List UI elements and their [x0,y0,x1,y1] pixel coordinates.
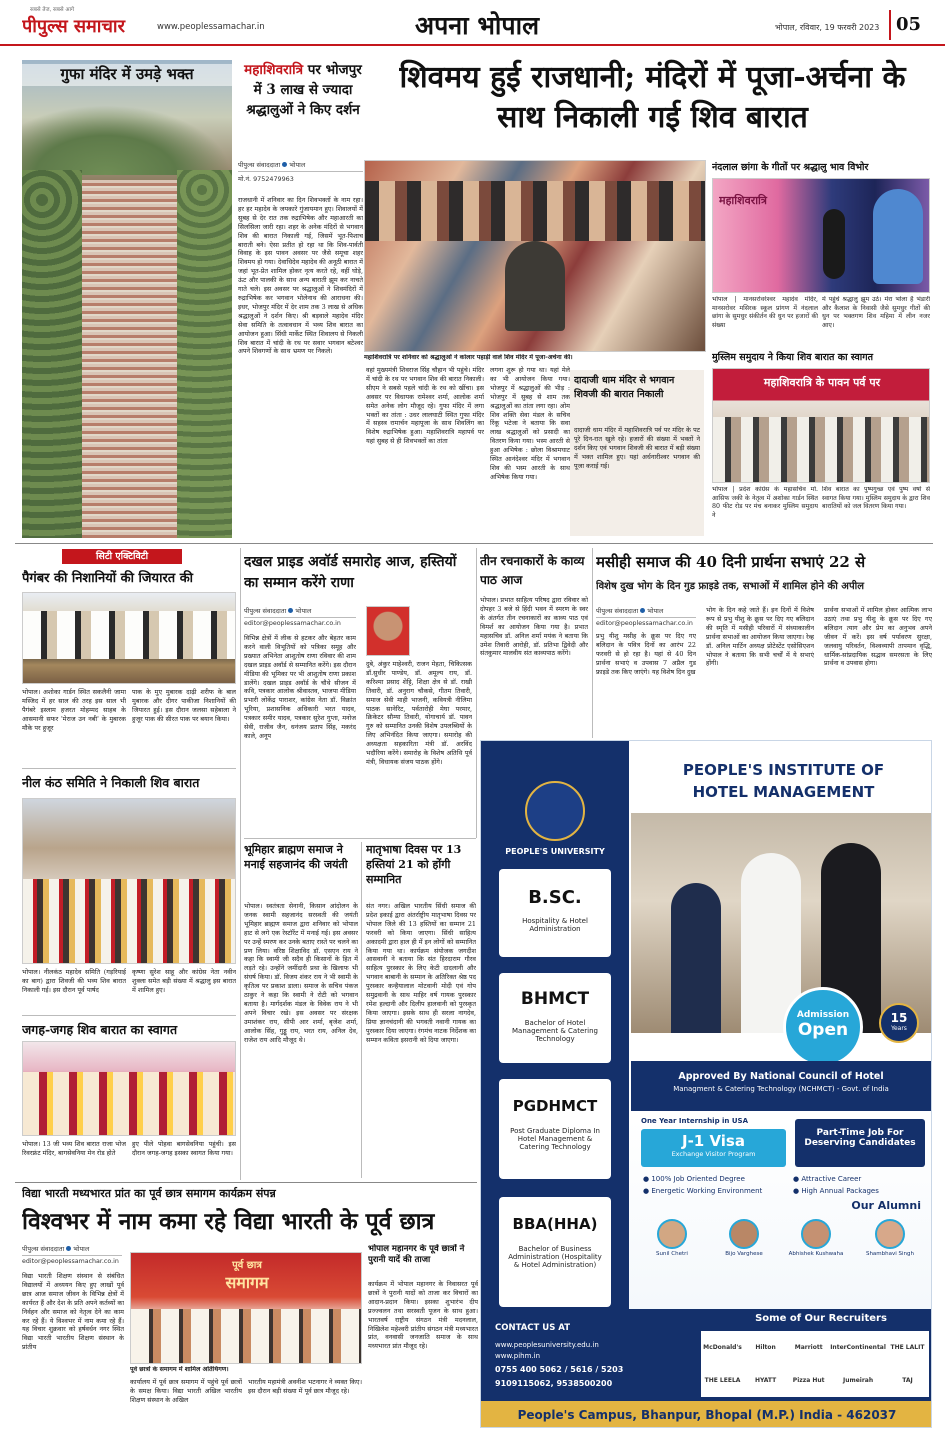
visa-sub: Exchange Visitor Program [671,1150,756,1158]
divider-city2 [22,1015,236,1016]
admission-state: Open [797,1020,849,1040]
masihi-col3: प्रार्थना सभाओं में शामिल होकर आत्मिक लाभ उठाएं तथा प्रभु यीशु के क्रूस पर दिए गए बलिदान त्याग और प्रेम का अनुभव अपने जीवन में करें। इस वर्ष पर्यावरण सुरक्षा, जलवायु परिवर्तन, विश्वव्यापी तापमान वृद्धि, धार्मिक-सांप्रदायिक सद्भाव समरसता के लिए प्रार्थना व उपवास होगा। [824,606,932,668]
recruiter-logo: McDonald's [703,1344,742,1351]
recruiters-grid [701,1331,929,1397]
city-activity-label: सिटी एक्टिविटी [62,549,182,564]
masihi-byline: पीपुल्स संवाददाता भोपाल [596,606,696,618]
phone-2[interactable]: 9109115062, 9538500200 [495,1379,613,1388]
divider-v-dakhal [476,548,477,838]
hill-shape [22,105,232,175]
alumni-name: Shambhavi Singh [865,1251,915,1257]
muslim-caption-left: भोपाल | प्रदेश कांग्रेस के महासचिव मो. आसिफ जकी के नेतृत्व में अशोका गार्डन स्थित 80 फीट रोड पर मंच बनाकर मुस्लिम समुदाय ने [712,486,818,519]
masihi-col1: प्रभु यीशु मसीह के क्रूस पर दिए गए बलिदान के पवित्र दिनों का आरंभ 22 फरवरी से हो रहा है। यहां से 40 दिन प्रार्थना सभाएं व उपवास 7 अप्रैल गुड फ्राइडे तक किए जाएंगे। यह विशेष दिन दुख [596,632,696,676]
masihi-email[interactable]: editor@peoplessamachar.co.in [596,620,693,627]
teen-title: तीन रचनाकारों के काव्य पाठ आज [480,554,585,587]
vidya-byline: पीपुल्स संवाददाता भोपाल [22,1244,122,1256]
dakhal-title: दखल प्राइड अवॉर्ड समारोह आज, हस्तियों का सम्मान करेंगे राणा [244,554,457,591]
page-number-divider [889,10,891,40]
admission-label: Admission [796,1010,850,1020]
feature-3: ● Energetic Working Environment [643,1187,763,1195]
divider-v-city [240,548,241,1180]
recruiter-logo: THE LALIT [890,1344,925,1351]
avatar [657,1219,687,1249]
divider-city1 [22,768,236,769]
divider-v-bhumihar [361,842,362,1178]
vidya-title: विश्वभर में नाम कमा रहे विद्या भारती के पूर्व छात्र [22,1208,435,1235]
website-2[interactable]: www.pihm.in [495,1352,541,1360]
alumni-name: Bijo Varghese [725,1251,763,1257]
dakhal-email[interactable]: editor@peoplessamachar.co.in [244,620,341,627]
dakhal-byline: पीपुल्स संवाददाता भोपाल [244,606,356,618]
alumni-name: Abhishek Kushwaha [788,1251,844,1257]
phone-1[interactable]: 0755 400 5062 / 5616 / 5203 [495,1365,624,1374]
bhumihar-text: भोपाल। स्वतंत्रता सेनानी, किसान आंदोलन के जनक स्वामी सहजानंद सरस्वती की जयंती भूमिहार ब्राह्मण समाज द्वारा शनिवार को भोपाल हाट से लगे एक रेस्टॉरेंट में मनाई गई। इस अवसर पर उन्हें स्मरण कर उनके बताए रास्ते पर चलने का प्रण लिया। वरिष्ठ शिक्षाविद डॉ. एसएन राय ने कहा कि स्वामी जी सदैव ही किसानों के हित में लड़ते रहे। उन्होंने जमींदारी प्रथा के खिलाफ भी संघर्ष किया। डॉ. विजय शंकर राय ने भी स्वामी के कृतित्व पर प्रकाश डाला। समाज के सचिव पंकज ठाकुर ने कहा कि स्वामी ने रोटी को भगवान बताया है। मार्गदर्शक मंडल के विवेक राय ने भी अपने विचार रखे। इस अवसर पर संरक्षक उमाशंकर राय, सीपी आर शर्मा, बृजेश शर्मा, आलोक सिंह, गुड्डू राय, भरत राय, अनिल देव, राजेश राय आदि मौजूद थे। [244,902,358,1044]
dakhal-col1: विभिन्न क्षेत्रों में लीक से हटकर और बेहतर काम करने वाली विभूतियों को पत्रिका समूह और प्रख्यात अभिनेता आशुतोष राणा रविवार की शाम दखल प्राइड अवॉर्ड से सम्मानित करेंगे। इस दौरान मीडिया की भूमिका पर भी आशुतोष राणा प्रकाश डालेंगे। दखल प्राइड अवॉर्ड के चौथे सीजन में कवि, पत्रकार आलोक श्रीवास्तव, भाजपा मीडिया प्रभारी लोकेंद्र पाराशर, कांग्रेस नेता डॉ. विक्रांत भूरिया, प्रशासनिक अधिकारी भरत यादव, पत्रकार समीर यादव, पत्रकार सुरेश गुप्ता, मनोज सेवी, राजीव जैन, धनंजय प्रताप सिंह, मकरंद काले, अनूप [244,634,356,740]
website-1[interactable]: www.peoplesuniversity.edu.in [495,1341,599,1349]
paper-logo[interactable]: पीपुल्स समाचार [22,16,125,37]
ad-title-line2: HOTEL MANAGEMENT [692,783,875,801]
recruiter-logo: THE LEELA [704,1377,741,1384]
vidya-banner-1: पूर्व छात्र [232,1260,262,1271]
years-label: Years [891,1025,907,1032]
approved-bar [631,1061,931,1111]
course-desc: Hospitality & Hotel Administration [522,917,588,933]
crowd-band [365,181,706,241]
masihi-subtitle: विशेष दुख भोग के दिन गुड फ्राइडे तक, सभाओं में शामिल होने की अपील [596,581,864,592]
bhojpur-mobile: मो.नं. 9752479963 [238,175,294,183]
course-code: B.SC. [528,887,582,908]
vidya-guests [131,1309,362,1364]
muslim-banner: महाशिवरात्रि के पावन पर्व पर [763,376,881,389]
internship-text: One Year Internship in USA [641,1117,748,1125]
shivling-shape [505,241,565,331]
dadaji-title: दादाजी धाम मंदिर से भगवान शिवजी की बारात निकाली [574,375,675,400]
paigambar-people [23,611,236,659]
course-code: BBA(HHA) [512,1215,598,1233]
trees-right [177,170,232,538]
vidya-kicker: विद्या भारती मध्यभारत प्रांत का पूर्व छात्र समागम कार्यक्रम संपन्न [22,1187,276,1200]
main-col1: वहां मुख्यमंत्री शिवराज सिंह चौहान भी पहुंचे। मंदिर में चांदी के रथ पर भगवान शिव की बारात निकाली। सीएम ने सबसे पहले चांदी के रथ को खींचा। इस अवसर पर विधायक रामेश्वर शर्मा, आलोक शर्मा समेत अनेक लोग मौजूद रहे। गुफा मंदिर में लगा भक्तों का तांता : उधर लालघाटी स्थित गुफा मंदिर में सहस्त्र रामार्चन महापूजा के साथ शिवलिंग का विशेष रुद्राभिषेक हुआ। महाशिवरात्रि महापर्व पर यहां सुबह से ही शिवभक्तों का तांता [366,366,484,446]
bhojpur-col1: राजधानी में शनिवार का दिन शिवभक्तों के नाम रहा। हर हर महादेव के जयकारे गुंजायमान हुए। शिवालयों में सुबह से देर रात तक रुद्राभिषेक और महाआरती का सिलसिला जारी रहा। शहर के अनेक मंदिरों से भगवान शिव की बारात निकाली गई, जिसमें भूत-पिशाच बाराती बने। ऐसा प्रतीत हो रहा था कि शिव-पार्वती विवाह के इस पावन अवसर पर जैसे समूचा शहर शिवमय हो गया। देवाधिदेव महादेव की अनूठी बारात में जहां भूत-प्रेत शामिल होकर नृत्य करते रहे, वहीं घोड़े, ऊंट और पालकी के साथ अन्य बाराती झूम कर नाचते गाते चले। इस अवसर पर श्रद्धालुओं ने शिवमंदिरों में रुद्राभिषेक कर भगवान भोलेनाथ की आराधना की। इधर, भोजपुर मंदिर में देर शाम तक 3 लाख से अधिक श्रद्धालुओं ने दर्शन किए। श्री बड़वाले महादेव मंदिर सेवा समिति के तत्वावधान में भव्य शिव बारात का आयोजन हुआ। सिंधी मार्केट स्थित शिवालय से निकली शिव बारात में चांदी के रथ पर सवार भगवान बटेश्वर अपने शिवगणों के साथ भ्रमण पर निकले। [238,196,363,356]
course-desc: Bachelor of Hotel Management & Catering Technology [512,1019,598,1043]
vidya-email[interactable]: editor@peoplessamachar.co.in [22,1258,119,1265]
singer-shape [823,209,845,279]
feature-2: ● Attractive Career [793,1175,862,1183]
puja-photo-caption: महाशिवरात्रि पर शनिवार को श्रद्धालुओं ने कोलार पहाड़ी वाले शिव मंदिर में पूजा-अर्चना की। [364,354,573,361]
neel-text1: भोपाल। नीलकंठ महादेव समिति (गड़रियाई का बाग) द्वारा शिवजी की भव्य शिव बारात निकाली गई। इस दौरान पूर्व पार्षद [22,968,126,994]
muslim-caption-right: शिव बारात का पुष्पगुच्छ एवं पुष्प वर्षा से स्वागत किया गया। मुस्लिम समुदाय के द्वारा शिव बारातियों को जल वितरण किया गया। [822,486,930,510]
page-number: 05 [896,14,922,35]
muslim-crowd [713,417,930,483]
rana-portrait [366,606,410,656]
byline-dot-icon [288,608,293,613]
vidya-col1: विद्या भारती शिक्षण संस्थान से संबंधित विद्यालयों में अध्ययन किए हुए लाखों पूर्व छात्र आज समाज जीवन के विभिन्न क्षेत्रों में कार्यरत हैं और देश के प्रति अपने कर्तव्यों का निर्वहन और समाज को नेतृत्व देने का काम कर रहे हैं। ये विश्वभर में नाम कमा रहे हैं। यह विचार शुक्रवार को हर्षवर्धन नगर स्थित विद्या भारती भारतीय शिक्षण संस्थान के प्रांतीय [22,1272,124,1352]
byline-dot-icon [282,162,287,167]
avatar [801,1219,831,1249]
vidya-photo [130,1252,362,1364]
course-card-bhmct[interactable] [499,973,611,1063]
stairs-crowd [77,180,177,538]
jagah-photo [22,1041,236,1136]
visa-title: J-1 Visa [681,1132,745,1150]
admission-badge[interactable] [783,987,863,1067]
matru-text: संत नगर। अखिल भारतीय सिंधी समाज की प्रदेश इकाई द्वारा अंतर्राष्ट्रीय मातृभाषा दिवस पर भोपाल जिले की 13 हस्तियों का सम्मान 21 फरवरी को किया जाएगा। सिंधी साहित्य अकादमी द्वारा हाल ही में इन लोगों को सम्मानित किया गया था। कार्यक्रम संयोजक जगदीश आसवानी ने बताया कि संत हिरदाराम गौरव साहित्य पुरस्कार के लिए केटी दादलानी और भगवान बाबानी के सम्मान के अतिरिक्त श्रेष्ठ पद पुरस्कार कन्हैयालाल मोटवानी मोदी एवं गोप समुद्रवानी के साथ माहिर वर्ष गायक पुरस्कार रमेश हल्दानी और दिलीप हालवानी को पुरस्कृत किया जाएगा। इसके साथ ही सरला नागदेव, प्रिया ज्ञानचंदानी की भगवती नवानी गायक का पुरस्कार दिया जाएगा। रंगमंच नाटक निर्देशक का सम्मान कविता इसरानी को दिया जाएगा। [366,902,476,1044]
paigambar-title: पैगंबर की निशानियों की जियारत की [22,571,194,586]
neel-text2: कृष्णा सुरेश साहू और कांग्रेस नेता नवीन शुक्ला समेत बड़ी संख्या में श्रद्धालु इस बारात में शामिल हुए। [132,968,236,994]
hotel-ad[interactable] [480,740,932,1428]
course-card-pgdhmct[interactable] [499,1079,611,1179]
bhumihar-title: भूमिहार ब्राह्मण समाज ने मनाई सहजानंद की जयंती [244,843,348,871]
feature-4: ● High Annual Packages [793,1187,879,1195]
approved-text: Approved By National Council of Hotel [678,1071,884,1082]
gufa-mandir-photo [22,60,232,538]
nandlal-photo [712,178,930,293]
section-title: अपना भोपाल [414,11,540,40]
years-number: 15 [890,1011,908,1025]
course-code: PGDHMCT [512,1097,598,1115]
student-woman [671,883,721,1033]
course-card-bba[interactable] [499,1197,611,1307]
nandlal-caption-left: भोपाल | मानसरोवरेश्वर महादेव मंदिर, मानसरोवर मसिरक स्कूल प्रांगण में नंदलाल छांगा के सुमधुर संकीर्तन की धुन पर हजारों की संख्या [712,296,818,329]
course-desc: Bachelor of Business Administration (Hospitality & Hotel Administration) [508,1245,602,1269]
bhojpur-headline [238,60,368,158]
paigambar-text1: भोपाल। अशोका गार्डन स्थित सकलैनी जामा मस्जिद में हर साल की तरह इस साल भी पैगंबरे इस्लाम हजरत मोहम्मद साहब के आसमानी सफर 'मेराज उन नबी' के मुबारक मौके पर हुजूर [22,688,126,732]
paigambar-photo [22,592,236,684]
univ-logo [525,781,585,841]
recruiter-logo: Marriott [794,1344,823,1351]
dateline: भोपाल, रविवार, 19 फरवरी 2023 [775,23,880,32]
nandlal-title: नंदलाल छांगा के गीतों पर श्रद्धालु भाव विभोर [712,162,869,173]
vidya-photo-caption: पूर्व छात्रों के समागम में शामिल अतिथिगण। [130,1366,229,1373]
divider-h1 [15,543,933,544]
masthead [0,0,945,46]
feature-1: ● 100% Job Oriented Degree [643,1175,745,1183]
divider-v-teen [592,548,593,738]
dadaji-text: दादाजी धाम मंदिर में महाशिवरात्रि पर्व पर मंदिर के पट पूरे दिन-रात खुले रहे। हजारों की संख्या में भक्तों ने दर्शन किए एवं भगवान शिवजी की बारात में बड़ी संख्या में भक्त शामिल हुए। यहां अर्धनारीश्वर भगवान की पूजा कराई गई। [574,426,700,470]
visa-box [641,1129,786,1167]
divider-h2 [15,1182,477,1183]
masihi-title: मसीही समाज की 40 दिनी प्रार्थना सभाएं 22 से [596,553,866,571]
nandlal-caption-right: में पहुंचे श्रद्धालु झूम उठे। मेरा भोला है भंडारी और कैलाश के निवासी जैसे सुमधुर गीतों की धुन पर भक्तगण शिव महिमा में लीन नजर आए। [822,296,930,329]
puja-photo [364,160,706,352]
muslim-photo [712,368,930,483]
neel-crowd [23,879,236,964]
course-card-bsc[interactable] [499,869,611,957]
masihi-col2: भोग के दिन कहे जाते हैं। इन दिनों में विशेष रूप से प्रभु यीशु के क्रूस पर दिए गए बलिदान की स्मृति में मसीही परिवारों में संध्याकालीन प्रार्थना सभाओं का आयोजन किया जाएगा। रेव्ह डॉ. अनिल मार्टिन अध्यक्ष प्रोटेस्टेंट एसोसिएशन भोपाल ने बताया कि सभी चर्चों में ये सभाएं होंगी। [706,606,814,668]
ad-hotel-photo [631,813,931,1033]
bhojpur-headline-red: महाशिवरात्रि [244,62,304,78]
parttime-box: Part-Time Job For Deserving Candidates [795,1119,925,1167]
dadaji-box [570,370,704,536]
recruiter-logo: InterContinental [830,1344,886,1351]
avatar [875,1219,905,1249]
ad-title-line1: PEOPLE'S INSTITUTE OF [682,761,885,779]
shiva-statue-shape [873,189,923,284]
byline-dot-icon [66,1246,71,1251]
univ-name: PEOPLE'S UNIVERSITY [505,847,605,856]
recruiter-logo: TAJ [902,1377,913,1384]
recruiter-logo: Jumeirah [842,1377,874,1384]
nandlal-poster: महाशिवरात्रि [719,194,767,207]
vidya-banner-2: समागम [225,1273,269,1291]
divider-dakhal-bhumihar [244,838,476,839]
ad-footer: People's Campus, Bhanpur, Bhopal (M.P.) India - 462037 [481,1401,932,1428]
jagah-text2: हुए पीले पोहवा बागसेवनिया पहुंची। इस दौरान जगह-जगह इसका स्वागत किया गया। [132,1140,236,1157]
vidya-col3: कार्यक्रम में भोपाल महानगर के निवासरत पूर्व छात्रों ने पुरानी यादों को ताजा कर विचारों का आदान-प्रदान किया। इसका शुभारंभ दीप प्रज्ज्वलन तथा सरस्वती पूजन के साथ हुआ। भारतवर्ष राष्ट्रीय संगठन मंत्री मदनलाल, निखिलेश महेश्वरी प्रांतीय संगठन मंत्री मध्यभारत प्रांत, वनवासी जनजाति समाज के साथ मध्यभारत प्रांत मौजूद रहे। [368,1280,478,1351]
vidya-col2a: कार्यालय में पूर्व छात्र समागम में पहुंचे पूर्व छात्रों के समक्ष किया। विद्या भारती अखिल भारतीय शिक्षण संस्थान के अखिल [130,1378,242,1404]
vidya-col3-head: भोपाल महानगर के पूर्व छात्रों ने पुरानी यादें की ताजा [368,1244,465,1265]
recruiter-logo: Hilton [755,1344,776,1351]
years-badge [879,1003,919,1043]
course-desc: Post Graduate Diploma In Hotel Management & Catering Technology [510,1127,600,1151]
alumni-3 [781,1219,851,1269]
contact-title: CONTACT US AT [495,1323,570,1333]
course-code: BHMCT [520,989,590,1009]
avatar [729,1219,759,1249]
bhojpur-headline-rest: पर भोजपुर में 3 लाख से ज्यादा श्रद्धालुओं ने किए दर्शन [246,62,362,118]
jagah-text1: भोपाल। 13 जी भव्य शिव बारात राजा भोज रिवरफ्रंट मंदिर, बागसेवनिया मेन रोड होते [22,1140,126,1157]
jagah-people [23,1072,236,1136]
trees-left [22,170,82,538]
teen-text: भोपाल। प्रभात साहित्य परिषद द्वारा रविवार को दोपहर 3 बजे से हिंदी भवन में स्मरण के स्वर के अंतर्गत तीन रचनाकारों का काव्य पाठ एवं विमर्श का आयोजन किया गया है। प्रभात महासचिव डॉ. अनिल शर्मा मयंक ने बताया कि उमेश तिवारी आरोही, डॉ. प्रतिभा द्विवेदी और संतकुमार मालवीय संत काव्यपाठ करेंगे। [480,596,588,658]
neel-photo [22,798,236,964]
muslim-title: मुस्लिम समुदाय ने किया शिव बारात का स्वागत [712,352,874,363]
main-col2: लगना शुरू हो गया था। यहां मेले का भी आयोजन किया गया। भोजपुर में श्रद्धालुओं की भीड़ : भोजपुर में सुबह से शाम तक श्रद्धालुओं का तांता लगा रहा। ओम शिव शक्ति सेवा मंडल के सचिव रिंकू भटेजा ने बताया कि सवा लाख श्रद्धालुओं को प्रसादी का वितरण किया गया। भस्म आरती से हुआ अभिषेक : छोला विश्रामघाट स्थित आनंदेश्वर मंदिर में भगवान शिव की भस्म आरती के साथ अभिषेक किया गया। [490,366,570,481]
gufa-title: गुफा मंदिर में उमड़े भक्त [22,64,232,86]
neel-title: नील कंठ समिति ने निकाली शिव बारात [22,775,200,790]
paigambar-text2: पाक के मुए मुबारक दाढ़ी शरीफ के बाल मुबारक और दीगर पाकीजा निशानियों की जियारत हुई। इस दौरान जलसा सहेबाला ने हुजूर पाक की सीरत पाक पर बयान किया। [132,688,236,723]
alumni-4 [853,1219,927,1269]
bhojpur-byline: पीपुल्स संवाददाता भोपाल [238,160,363,172]
website-link[interactable]: www.peoplessamachar.in [157,22,265,32]
jagah-title: जगह-जगह शिव बारात का स्वागत [22,1022,178,1037]
alumni-title: Our Alumni [851,1199,921,1212]
recruiters-title: Some of Our Recruiters [755,1313,887,1324]
main-headline: शिवमय हुई राजधानी; मंदिरों में पूजा-अर्चना के साथ निकाली गई शिव बारात [399,60,906,135]
recruiter-logo: Pizza Hut [792,1377,825,1384]
recruiter-logo: HYATT [754,1377,777,1384]
vidya-col2b: भारतीय महामंत्री अवनीश भटनागर ने व्यक्त किए। इस दौरान बड़ी संख्या में पूर्व छात्र मौजूद रहे। [248,1378,362,1395]
dakhal-col2: दुबे, अंकुर माहेश्वरी, राजन मेहता, चिकित्सक डॉ.सुधीर पाण्डेय, डॉ. अमूल्य राय, डॉ. करिश्मा प्रसाद शेट्टि, शिक्षा क्षेत्र से डॉ. राखी तिवारी, डॉ. अनुराग चौकसे, गीतम तिवारी, समाज सेवी माही भाजनी, कवियत्री नीलिमा पाठक सानेरिट, पर्वतारोही मेघा परमार, क्रिकेटर सौम्या तिवारी, योगाचार्य डॉ. पावन गुरु को सम्मानित उनकी विशेष उपलब्धियों के लिए अभिनंदित किया जाएगा। समारोह की अध्यक्षता सहकारिता मंत्री डॉ. अरविंद भदौरिया करेंगे। समारोह के विशेष अतिथि पूर्व मंत्री, विधायक संजय पाठक होंगे। [366,660,472,766]
approved-sub: Managment & Catering Technology (NCHMCT) - Govt. of India [673,1085,889,1093]
alumni-1 [637,1219,707,1269]
matru-title: मातृभाषा दिवस पर 13 हस्तियां 21 को होंगी सम्मानित [366,843,462,886]
alumni-name: Sunil Chetri [656,1251,688,1257]
byline-dot-icon [640,608,645,613]
logo-tagline: सबसे तेज, सबसे आगे [30,7,75,13]
alumni-2 [709,1219,779,1269]
